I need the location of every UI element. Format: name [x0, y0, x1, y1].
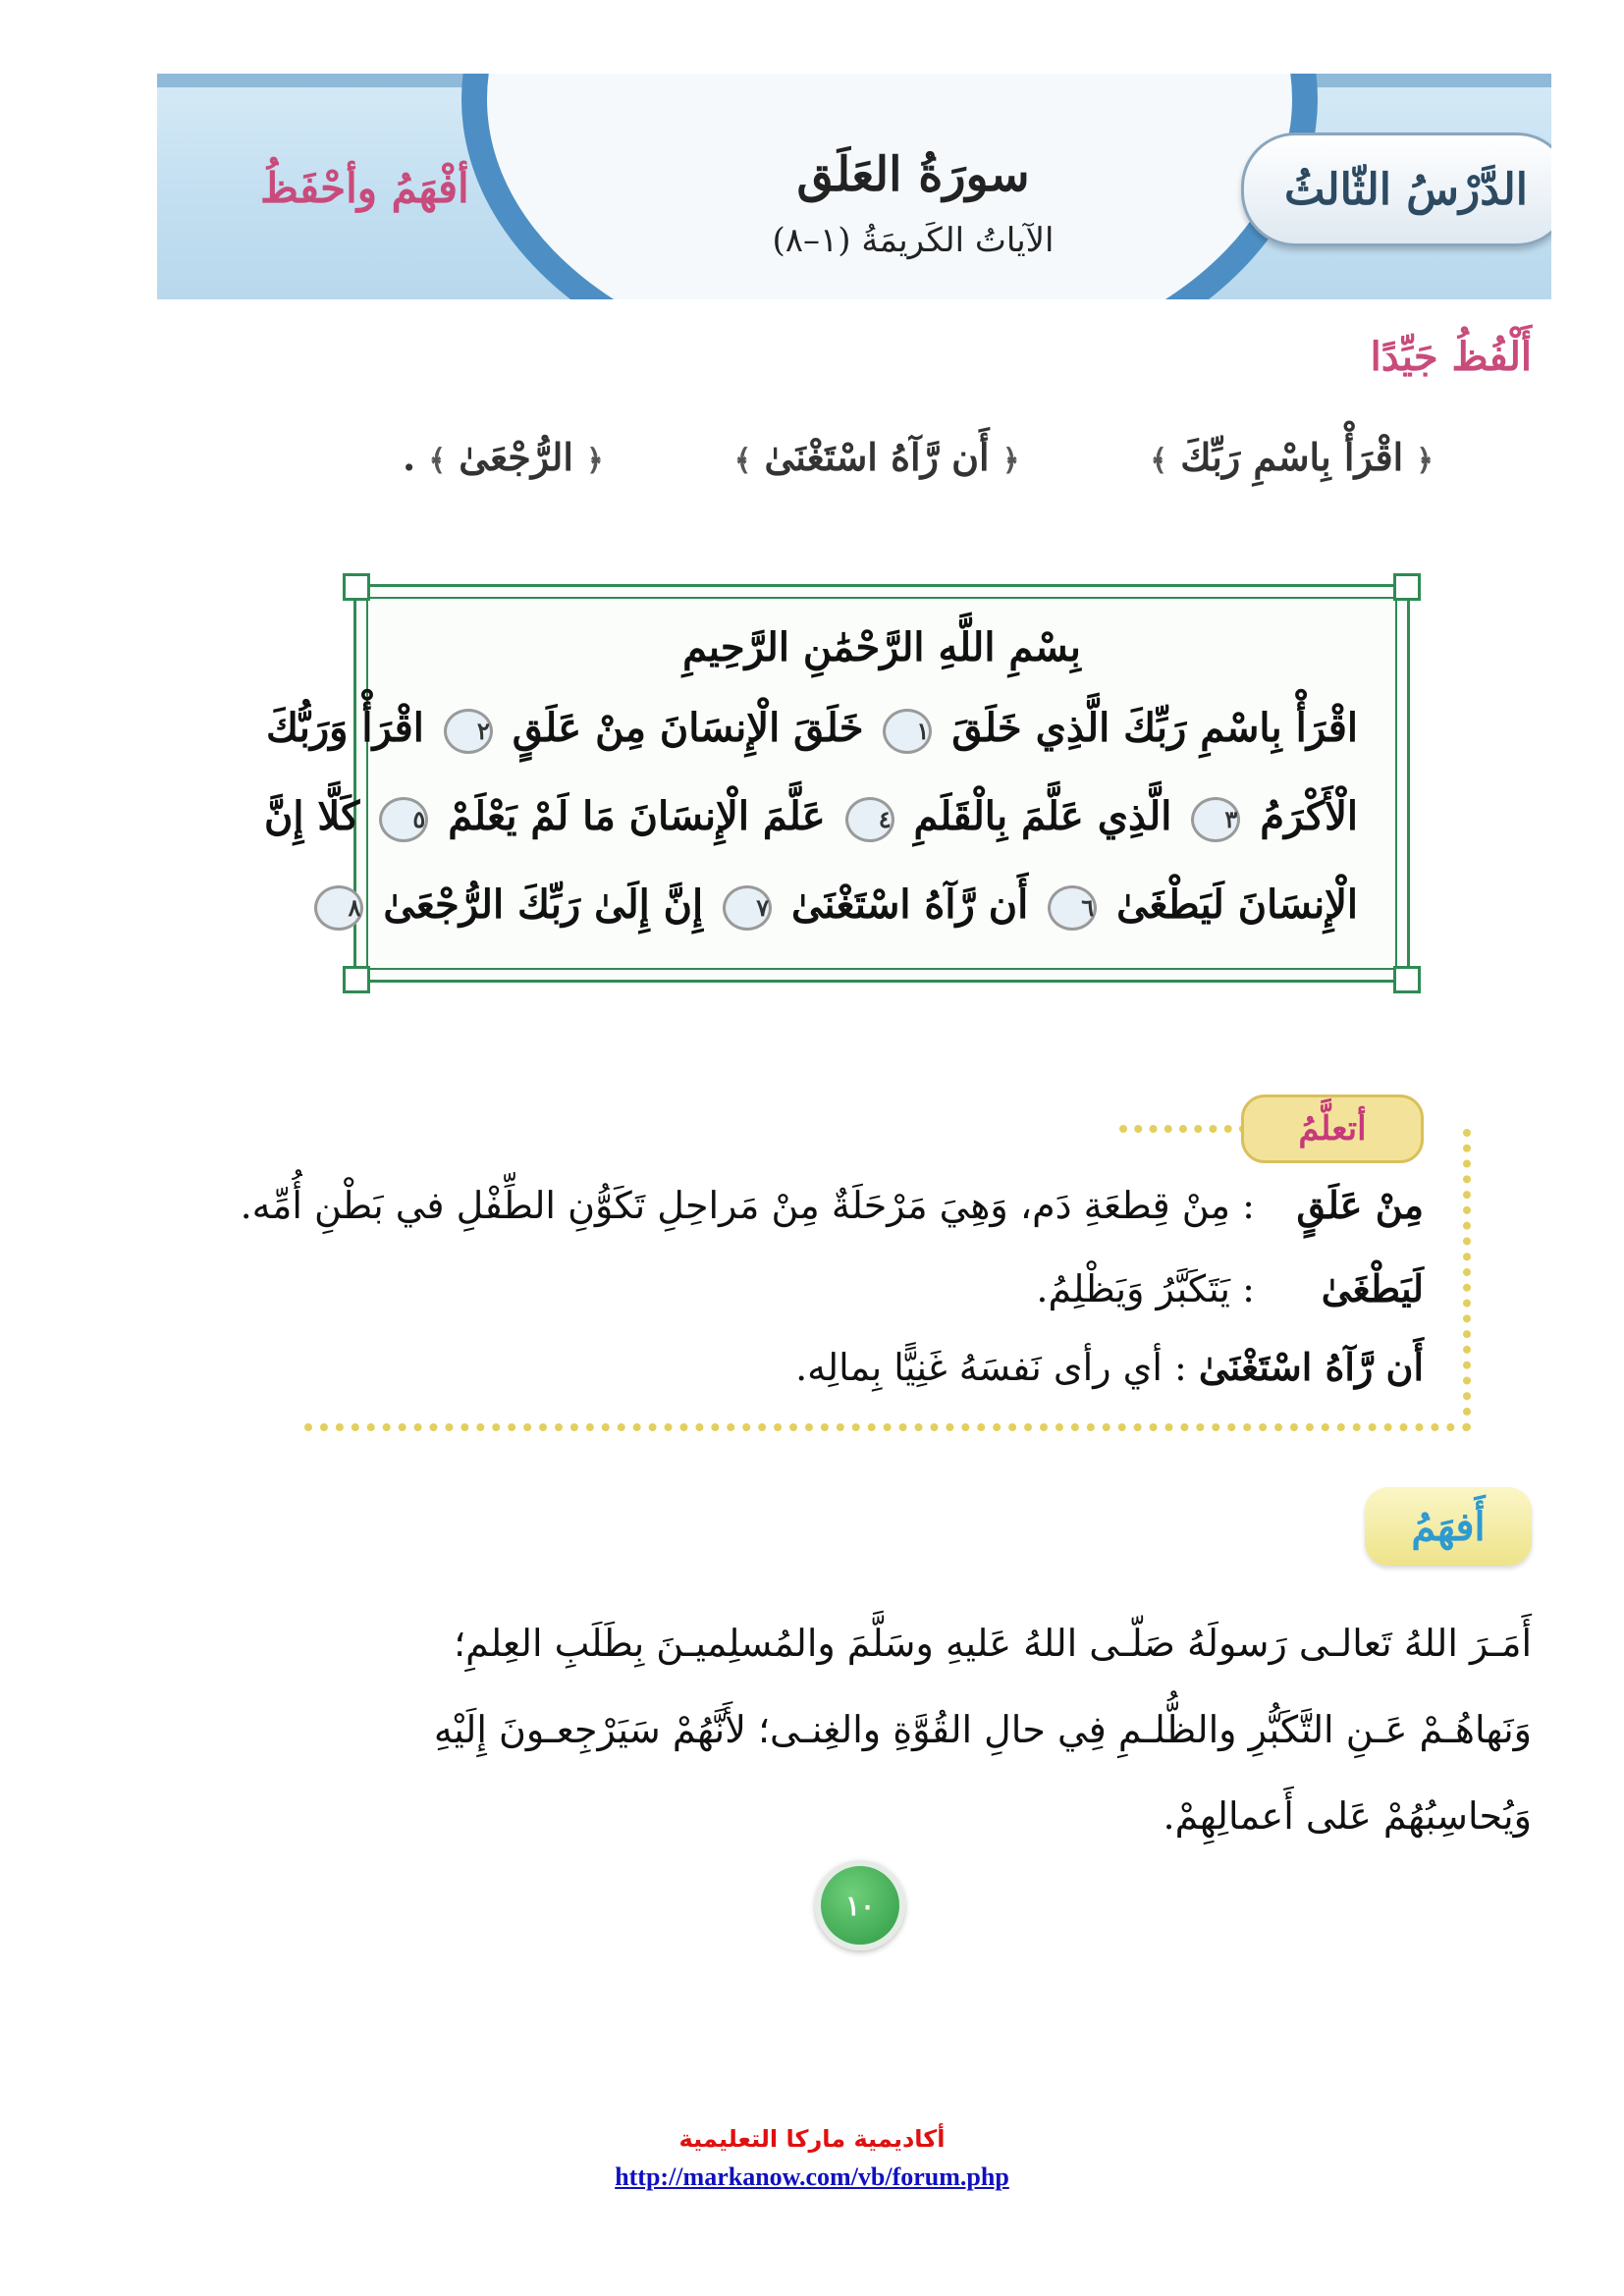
quran-line-1: اقْرَأْ بِاسْمِ رَبِّكَ الَّذِي خَلَقَ ١ خَلَقَ الْإِنسَانَ مِنْ عَلَقٍ ٢ اقْرَأْ وَرَبُّكَ — [406, 705, 1358, 754]
definition-row — [1036, 1266, 1424, 1310]
paragraph-line: وَيُحاسِبُهُمْ عَلى أَعمالِهِمْ. — [1163, 1794, 1532, 1838]
aya-number: ٧ — [723, 885, 772, 931]
learn-box-dotted-border — [1119, 1125, 1247, 1133]
category-label: أفْهَمُ وأحْفَظُ — [260, 164, 469, 212]
basmala: بِسْمِ اللَّهِ الرَّحْمَٰنِ الرَّحِيمِ — [682, 624, 1081, 670]
pronounce-words-row — [403, 417, 1434, 496]
quran-line-3: الْإِنسَانَ لَيَطْغَىٰ ٦ أَن رَّآهُ اسْتَغْنَىٰ ٧ إِنَّ إِلَىٰ رَبِّكَ الرُّجْعَىٰ ٨ — [406, 881, 1358, 931]
understand-paragraph — [373, 1600, 1532, 1859]
quran-verses-box — [263, 584, 1410, 983]
definition-meaning: : يَتَكَبَّرُ وَيَظْلِمُ. — [1036, 1267, 1255, 1310]
paragraph-line: أَمَـرَ اللهُ تَعالـى رَسولَهُ صَلّـى اللهُ عَليهِ وسَلَّمَ والمُسلِميـنَ بِطَلَبِ العِلمِ؛ — [454, 1622, 1532, 1665]
pronounce-word: ﴿ الرُّجْعَىٰ ﴾ . — [403, 434, 604, 479]
frame-corner-ornament — [343, 573, 370, 601]
aya-number: ٣ — [1191, 797, 1240, 842]
definition-term: أَن رَّآهُ اسْتَغْنَىٰ — [1198, 1345, 1424, 1389]
paragraph-line: وَنَهاهُـمْ عَـنِ التَّكَبُّرِ والظُّلـمِ فِي حالِ القُوَّةِ والغِنـى؛ لأَنَّهُمْ سَيَرْجِعـونَ إِلَيْهِ — [433, 1708, 1532, 1751]
page-number-badge: ١٠ — [815, 1860, 905, 1950]
aya-number: ٤ — [845, 797, 894, 842]
lesson-number-tab — [1241, 133, 1551, 246]
verses-subtitle: الآياتُ الكَريمَةُ (١–٨) — [772, 221, 1055, 260]
definition-term: مِنْ عَلَقٍ — [1296, 1183, 1424, 1227]
frame-corner-ornament — [343, 966, 370, 993]
lesson-label: الدَّرْسُ الثّالثُ — [1284, 164, 1528, 215]
footer-site-name: أكاديمية ماركا التعليمية — [678, 2125, 946, 2153]
frame-corner-ornament — [1393, 966, 1421, 993]
quran-line-2: الْأَكْرَمُ ٣ الَّذِي عَلَّمَ بِالْقَلَمِ ٤ عَلَّمَ الْإِنسَانَ مَا لَمْ يَعْلَمْ ٥ كَلَّا إِنَّ — [406, 793, 1358, 842]
aya-number: ٨ — [314, 885, 363, 931]
frame-corner-ornament — [1393, 573, 1421, 601]
aya-number: ٢ — [444, 709, 493, 754]
surah-title: سورَةُ العَلَق — [796, 147, 1030, 202]
definition-meaning: : أي رأى نَفسَهُ غَنِيًّا بِمالِه. — [795, 1346, 1187, 1389]
aya-number: ٦ — [1048, 885, 1097, 931]
pronounce-title: أَلْفُظُ جَيِّدًا — [1370, 334, 1532, 380]
footer-link[interactable]: http://markanow.com/vb/forum.php — [615, 2163, 1009, 2191]
aya-number: ١ — [883, 709, 932, 754]
pronounce-word: ﴿ أَن رَّآهُ اسْتَغْنَىٰ ﴾ — [733, 434, 1020, 479]
definition-row — [795, 1345, 1424, 1389]
definition-meaning: : مِنْ قِطعَةِ دَم، وَهِيَ مَرْحَلَةٌ مِنْ مَراحِلِ تَكَوُّنِ الطِّفْلِ في بَطْنِ أُمِّه. — [240, 1184, 1255, 1227]
aya-number: ٥ — [379, 797, 428, 842]
pronounce-word: ﴿ اقْرَأْ بِاسْمِ رَبِّكَ ﴾ — [1150, 434, 1434, 479]
learn-tag: أتعلَّمُ — [1241, 1095, 1424, 1163]
understand-tag: أَفهَمُ — [1365, 1487, 1532, 1566]
definition-term: لَيَطْغَىٰ — [1321, 1266, 1424, 1310]
learn-vocabulary-box — [240, 1109, 1471, 1431]
textbook-page — [157, 74, 1551, 1944]
lesson-header — [157, 74, 1551, 299]
definition-row — [241, 1183, 1424, 1227]
